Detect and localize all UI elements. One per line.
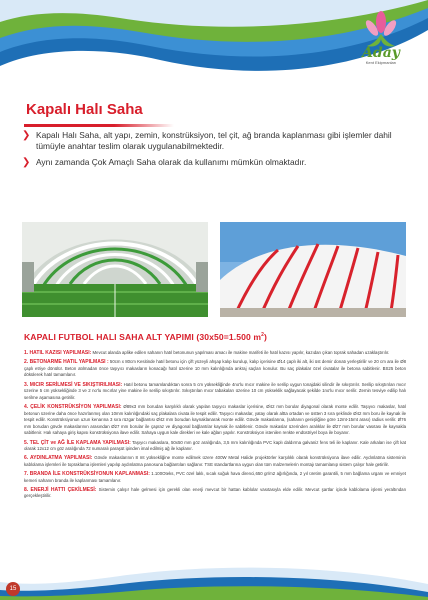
work-item-text: Sistemin çalışır hale gelmesi için gerekli olan enerji mevcut bir hattan kablolar vasıtasıyla elde edilir. Mevcut şartlar içinde kablolama işlemi yeraltından gerçekleştirilir.	[24, 486, 406, 499]
work-item-label: 5. TEL ÇİT ve AĞ İLE KAPLAMA YAPILMASI:	[24, 439, 131, 446]
work-item-text: Gövde makaslarının 8 mt yüksekliğine monte edilmek üzere 400W Metal Halide projektörler karşılıklı olarak konstrüksiyona ilave edilir. Aydınlatma sisteminin kablolama işlemleri ile topraklama işlemleri yapılıp aydınlatma panosuna bağlantıları sağlanır. TSE standartlarına uygun olan tüm malzemelerin montajı tamamlanıp sistem çalışır hale getirilir.	[24, 455, 406, 467]
work-item-label: 6. AYDINLATMA YAPILMASI:	[24, 455, 93, 462]
section-title	[24, 332, 267, 342]
heading-underline	[24, 124, 174, 127]
work-item-label: 1. HATIL KAZISI YAPILMASI:	[24, 350, 92, 356]
page-number: 15	[6, 582, 20, 596]
work-item-text: Ø89x3 mm borudan karşılıklı olarak yapılan taşıyıcı makaslar içerisine, Ø42 mm borular diyagonal olarak monte edilir. Taşıyıcı makaslar, hatıl betonun üzerine daha önce hazırlanmış olan 10mm kalınlığındaki saç plakalara civata ile tespit edilir. Taşıyıcı makaslar, yatay olarak altta ortadan ve üstten 3 sıra şeklinde Ø42 mm boru ile kaynak ile tespit edilir. Konstrüksiyonun uzun kenarına 3 sıra rüzgar bağlantısı Ø42 mm borudan kaynaklanarak monte edilir. Gövde makaslarına, (sahanın genişliğine göre 12mt-15mt arası) radius verilir. Ø76 mm borudan gövde makaslarının arasından Ø27 mm borular ile çapraz ve diyagonal bağlantılar kaynak ile sabitlenir. Gövde makaslar üzerinden aralıklar ile Ø27 mm borular vasıtası ile kaynakla sabitlenir. Halı sahaya giriş kapısı konstrüksiyona ilave edilir. Sahaya uygun kale direkleri ve kale ağları yapılır. Konstrüksiyon istenilen renkte endüstriyel boya ile boyanır.	[24, 403, 406, 436]
logo-tagline: Kent Ekipmanları	[365, 60, 397, 65]
work-item-label: 2. BETONARME HATIL YAPILMASI :	[24, 359, 109, 366]
intro-bullet	[22, 157, 407, 168]
work-item-text: Taşıyıcı makaslara, 50x50 mm göz aralığında, 3,5 mm kalınlığında PVC kaplı daldırma galvaniz fens teli ile kaplanır. Kale arkaları ise çift kat olarak 12x12 cm göz aralığında 72 numaralı paraşüt ipinden imal edilmiş ağ ile kaplanır.	[24, 439, 406, 452]
flower-logo-icon	[361, 10, 401, 50]
aday-logo	[346, 10, 416, 80]
work-item	[24, 440, 406, 453]
work-item-label: 4. ÇELİK KONSTRÜKSİYON YAPILMASI:	[24, 403, 122, 410]
work-item-label: 3. MICIR SERİLMESİ VE SIKIŞTIRILMASI:	[24, 381, 123, 388]
work-item-text: 1.100Oteks, PVC özel laklı, sıcak soğuk hava direnci,650 gr/m2 ağırlığında, 2 yıl üretim garantili, 5 mm bağlama urganı ve emniyet kemeri sahanın branda ile kaplanması tamamlanır.	[24, 471, 406, 483]
work-item-text: 50cm x 80cm Kesitinde hatıl betonu için çift yüzeyli ahşap kalıp kurulup, kalıp içerisine Ø14 çaplı iki alt, iki üst demir donatı yerleştirilir ve 20 cm ara ile Ø8 çaplı etriye dönülür. Beton atılmadan önce taşıyıcı makasların konacağı hatıl üzerine 10 mm kalınlığında ankraj saçları konulur. Bu saç plakalar özel civatalar ile betona sabitlenir. BS25 beton dökülerek hatıl tamamlanır.	[24, 359, 406, 378]
intro-bullet-text: Aynı zamanda Çok Amaçlı Saha olarak da kullanımı mümkün olmaktadır.	[36, 157, 307, 167]
work-item	[24, 350, 406, 357]
work-item	[24, 359, 406, 379]
section-title-text: KAPALI FUTBOL HALI SAHA ALT YAPIMI (30x50=1.500 m	[24, 332, 262, 342]
section-title-end: )	[263, 332, 267, 342]
work-item	[24, 404, 406, 437]
work-item	[24, 382, 406, 402]
bottom-decorative-wave	[0, 562, 428, 600]
dome-tent-photo	[220, 222, 406, 317]
work-item	[24, 471, 406, 484]
work-item-label: 7. BRANDA İLE KONSTRÜKSİYONUN KAPLANMASI:	[24, 471, 150, 478]
work-item-text: Mevcut alanda aplike edilen sahanın hatıl betonunun yapılması amacı ile makine marifeti ile hatıl kazısı yapılır, kazıdan çıkan toprak sahadan uzaklaştırılır.	[91, 350, 390, 355]
logo-wordmark: Aday	[362, 45, 400, 61]
work-item	[24, 487, 406, 500]
intro-bullet-text: Kapalı Halı Saha, alt yapı, zemin, konstrüksiyon, tel çit, ağ branda kaplanması gibi işlemler dahil tümüyle anahtar teslim olarak uygulanabilmektedir.	[36, 130, 392, 151]
arrow-right-icon: ❯	[22, 130, 31, 141]
arrow-right-icon: ❯	[22, 157, 31, 168]
work-item-label: 8. ENERJİ HATTI ÇEKİLMESİ:	[24, 486, 97, 493]
work-items-list	[24, 350, 406, 503]
indoor-football-pitch-photo	[22, 222, 208, 317]
intro-bullet	[22, 130, 407, 152]
work-item	[24, 455, 406, 468]
work-item-text: Hatıl betonu tamamlandıktan sonra 5 cm yüksekliğinde 4no'lu mıcır makine ile serilip uygun tonajdaki silindir ile sıkıştırılır. Serilip sıkıştırılan mıcır üzerine 5 cm yüksekliğinde 3 ve 2 no'lu mıcırlar yine makine ile serilip sıkıştırılır. Sıkıştırılan mıcır tabakaları üzerine 10 cm yükseklik sağlayacak şekilde 1no'lu mıcır serilir. Zemin tesviye edilip halı serilme aşamasına getirilir.	[24, 381, 407, 400]
page-heading: Kapalı Halı Saha	[26, 101, 143, 118]
section-title-superscript: 2	[261, 332, 264, 339]
intro-bullet-list	[22, 130, 407, 173]
